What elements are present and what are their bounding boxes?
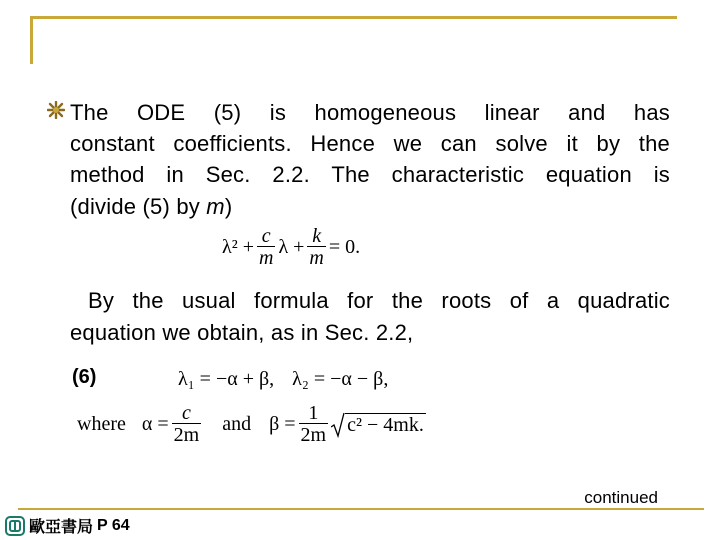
eq-m1: m: [258, 247, 274, 269]
sqrt-expression: [331, 412, 426, 438]
slide-frame-top: [30, 16, 677, 19]
usual-line-1: By the usual formula for the roots of a quadratic: [88, 288, 670, 313]
intro-line-4: [70, 191, 670, 222]
beta-2m: 2m: [300, 424, 327, 446]
footer-publisher: 歐亞書局: [29, 519, 94, 536]
alpha-2m: 2m: [173, 424, 200, 446]
where-equation: [77, 403, 426, 446]
equation-6-roots: [178, 368, 388, 391]
alpha-c: c: [181, 402, 191, 424]
slide-frame-bottom: [18, 508, 704, 510]
where-word: where: [77, 413, 126, 435]
beta-one: 1: [308, 402, 319, 424]
intro-line-4-var: m: [206, 194, 225, 219]
intro-line-3: method in Sec. 2.2. The characteristic equation is: [70, 162, 670, 187]
eq6-lambda2: λ₂ = −α − β,: [292, 368, 389, 390]
intro-line-4-post: ): [224, 194, 233, 219]
beta-eq: β =: [269, 413, 296, 435]
eq-c: c: [261, 225, 271, 247]
eq-lambda-plus: λ +: [278, 236, 305, 258]
eq6-lambda1: λ₁ = −α + β,: [178, 368, 275, 390]
sqrt-radicand: c² − 4mk.: [347, 414, 424, 436]
intro-line-1: The ODE (5) is homogeneous linear and has: [70, 100, 670, 125]
eq-fraction-k-over-m: [307, 226, 325, 269]
eq-m2: m: [309, 247, 324, 269]
intro-line-2: constant coefficients. Hence we can solve it by the: [70, 131, 670, 156]
publisher-logo-icon: [5, 516, 25, 536]
slide-frame-left: [30, 16, 33, 64]
continued-label: continued: [584, 488, 658, 507]
eq-zero: = 0.: [328, 236, 361, 258]
usual-line-2: equation we obtain, as in Sec. 2.2,: [70, 320, 414, 345]
eq-lambda-sq: λ² +: [222, 236, 254, 258]
eq-k: k: [312, 225, 322, 247]
beta-fraction: [299, 403, 329, 446]
sqrt-symbol-icon: [331, 412, 345, 438]
footer-page: P 64: [97, 516, 130, 534]
intro-line-4-pre: (divide (5) by: [70, 194, 207, 219]
eq-fraction-c-over-m: [257, 226, 275, 269]
footer: [5, 514, 130, 537]
alpha-fraction: [172, 403, 202, 446]
bullet-star-icon: [47, 101, 65, 119]
alpha-eq: α =: [141, 413, 169, 435]
characteristic-equation: [222, 226, 360, 269]
equation-label-6: (6): [72, 366, 97, 388]
and-word: and: [222, 413, 252, 435]
